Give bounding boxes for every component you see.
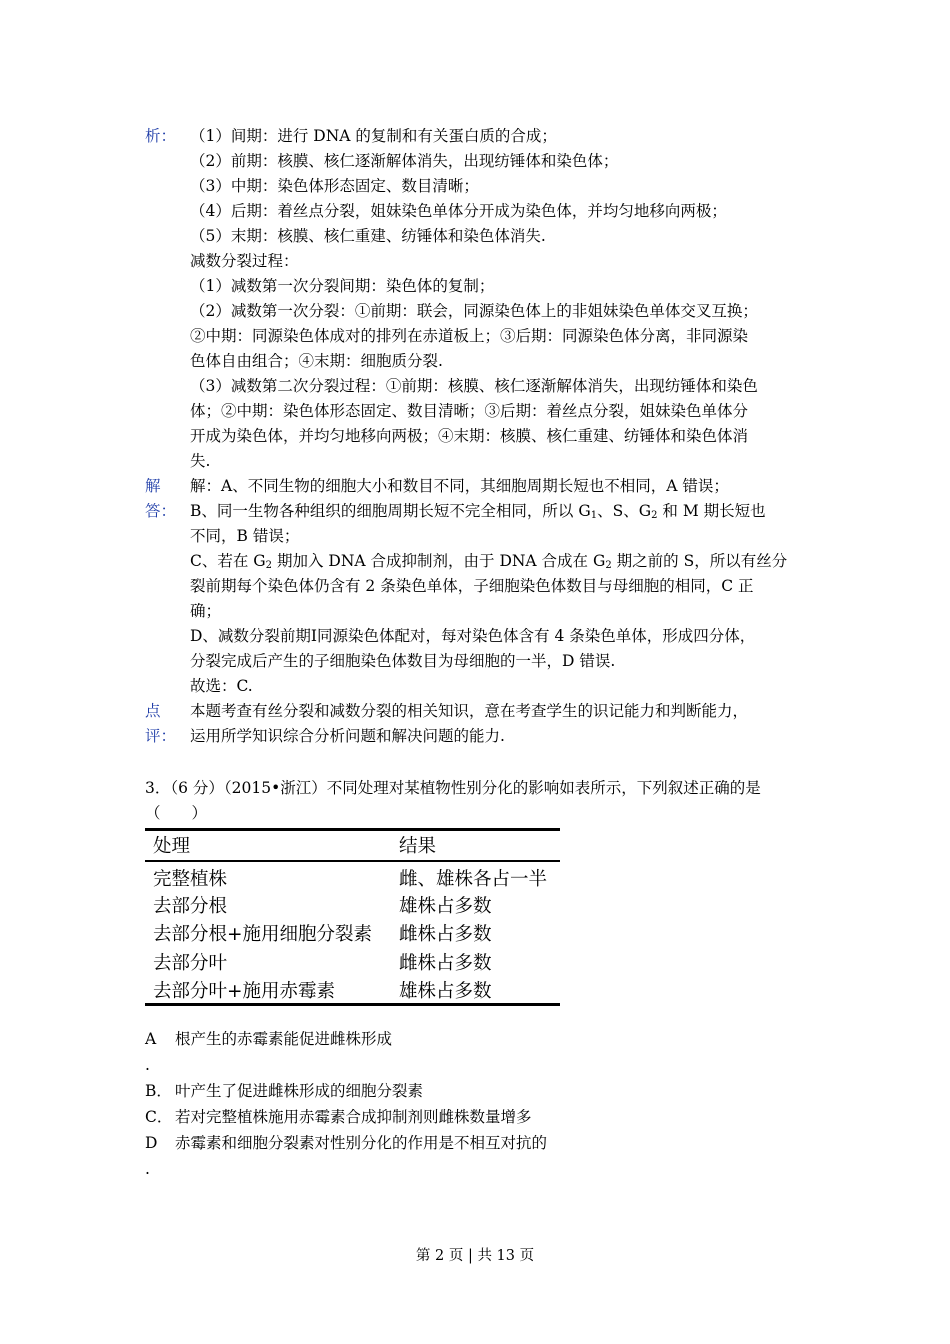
analysis-line: （1）间期：进行 DNA 的复制和有关蛋白质的合成； — [190, 127, 557, 145]
table-cell: 去部分叶 — [153, 952, 228, 974]
question-stem — [145, 776, 810, 826]
answer-line-c3: 确； — [190, 602, 222, 620]
table-row — [145, 891, 560, 920]
table-cell: 去部分根+施用细胞分裂素 — [153, 924, 373, 946]
option-c-text: 若对完整植株施用赤霉素合成抑制剂则雌株数量增多 — [175, 1108, 532, 1126]
option-a-key: A — [145, 1030, 157, 1048]
answer-label: 解 答： — [145, 477, 177, 520]
option-d-key: D — [145, 1134, 158, 1152]
analysis-label: 析： — [145, 127, 177, 145]
answer-line-d2: 分裂完成后产生的子细胞染色体数目为母细胞的一半，D 错误. — [190, 652, 616, 670]
analysis-line: ②中期：同源染色体成对的排列在赤道板上；③后期：同源染色体分离，非同源染 — [190, 327, 749, 345]
treatment-result-table — [145, 828, 560, 1006]
option-b — [145, 1078, 810, 1104]
answer-line-d1: D、减数分裂前期Ⅰ同源染色体配对，每对染色体含有 4 条染色单体，形成四分体， — [190, 627, 756, 645]
option-a-dot: . — [145, 1056, 150, 1074]
comment-label: 点 评： — [145, 702, 177, 745]
analysis-line: 失. — [190, 452, 211, 470]
option-d-dot: . — [145, 1160, 150, 1178]
answer-line-c1: C、若在 $G_2$ 期加入 DNA 合成抑制剂，由于 DNA 合成在 $G_2$ 期之前的 S，所以有丝分 — [190, 552, 788, 571]
analysis-line: （4）后期：着丝点分裂，姐妹染色单体分开成为染色体，并均匀地移向两极； — [190, 202, 727, 220]
comment-line: 运用所学知识综合分析问题和解决问题的能力. — [190, 727, 505, 745]
analysis-line: （3）减数第二次分裂过程：①前期：核膜、核仁逐渐解体消失，出现纺锤体和染色 — [190, 377, 758, 395]
page-footer: 第 2 页 | 共 13 页 — [415, 1248, 535, 1264]
analysis-line: （2）前期：核膜、核仁逐渐解体消失，出现纺锤体和染色体； — [190, 152, 619, 170]
option-a-text: 根产生的赤霉素能促进雌株形成 — [175, 1030, 393, 1048]
table-cell: 完整植株 — [153, 868, 228, 890]
analysis-line: （3）中期：染色体形态固定、数目清晰； — [190, 177, 479, 195]
answer-section — [145, 474, 810, 699]
table-cell: 去部分根 — [153, 895, 228, 917]
analysis-line: 色体自由组合；④末期：细胞质分裂. — [190, 352, 443, 370]
table-cell: 雌、雄株各占一半 — [399, 868, 548, 890]
table-cell: 去部分叶+施用赤霉素 — [153, 980, 336, 1002]
table-cell: 雄株占多数 — [399, 895, 492, 917]
table-cell: 雌株占多数 — [399, 952, 492, 974]
table-row — [145, 948, 560, 977]
analysis-line: （1）减数第一次分裂间期：染色体的复制； — [190, 277, 495, 295]
table-cell: 雄株占多数 — [399, 980, 492, 1002]
answer-choice: 故选：C. — [190, 677, 253, 695]
analysis-line: 体；②中期：染色体形态固定、数目清晰；③后期：着丝点分裂，姐妹染色单体分 — [190, 402, 749, 420]
question-line-1: 3．（6 分）（2015•浙江）不同处理对某植物性别分化的影响如表所示，下列叙述正确的是 — [145, 779, 761, 797]
question-line-2: （ ） — [145, 804, 208, 822]
analysis-body — [190, 124, 810, 474]
analysis-line: 开成为染色体，并均匀地移向两极；④末期：核膜、核仁重建、纺锤体和染色体消 — [190, 427, 749, 445]
table-row — [145, 861, 560, 891]
answer-line-a: 解：A、不同生物的细胞大小和数目不同，其细胞周期长短也不相同，A 错误； — [190, 477, 729, 495]
analysis-line: （5）末期：核膜、核仁重建、纺锤体和染色体消失. — [190, 227, 546, 245]
answer-line-b2: 不同，B 错误； — [190, 527, 300, 545]
option-c — [145, 1104, 810, 1130]
option-a — [145, 1026, 810, 1078]
comment-body — [190, 699, 810, 749]
option-c-key: C． — [145, 1108, 173, 1126]
table-header-result: 结果 — [399, 836, 437, 858]
table-row — [145, 976, 560, 1005]
comment-line: 本题考查有丝分裂和减数分裂的相关知识，意在考查学生的识记能力和判断能力， — [190, 702, 749, 720]
option-b-text: 叶产生了促进雌株形成的细胞分裂素 — [175, 1082, 424, 1100]
option-d — [145, 1130, 810, 1182]
answer-line-c2: 裂前期每个染色体仍含有 2 条染色单体，子细胞染色体数目与母细胞的相同，C 正 — [190, 577, 754, 595]
analysis-line: （2）减数第一次分裂：①前期：联会，同源染色体上的非姐妹染色单体交叉互换； — [190, 302, 758, 320]
table-cell: 雌株占多数 — [399, 924, 492, 946]
table-header-row — [145, 830, 560, 861]
table-row — [145, 919, 560, 948]
option-b-key: B． — [145, 1082, 172, 1100]
analysis-section — [145, 124, 810, 474]
answer-line-b1: B、同一生物各种组织的细胞周期长短不完全相同，所以 $G_1$、S、$G_2$ 和 M 期长短也 — [190, 502, 766, 521]
analysis-line: 减数分裂过程： — [190, 252, 299, 270]
answer-body — [190, 474, 810, 699]
comment-section — [145, 699, 810, 749]
table-header-treatment: 处理 — [153, 836, 191, 858]
option-d-text: 赤霉素和细胞分裂素对性别分化的作用是不相互对抗的 — [175, 1134, 548, 1152]
